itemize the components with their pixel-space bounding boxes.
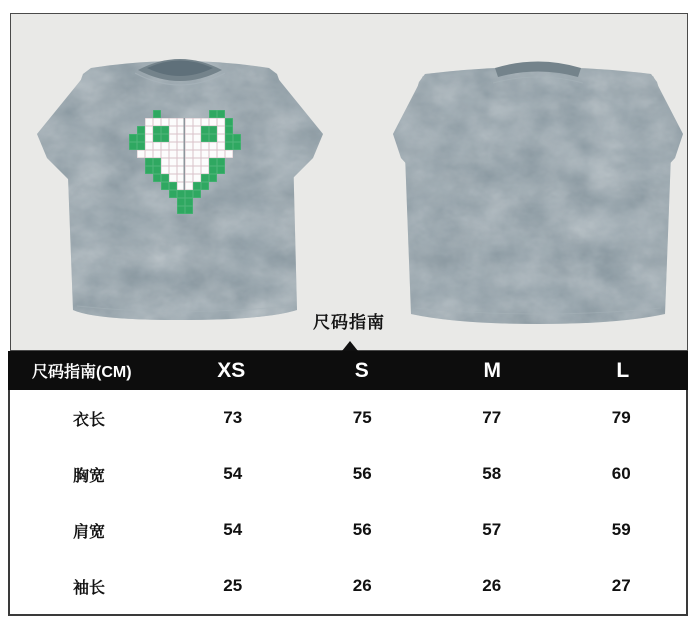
heart-pixel bbox=[137, 150, 145, 158]
heart-pixel bbox=[209, 142, 217, 150]
heart-pixel bbox=[153, 206, 161, 214]
heart-pixel bbox=[169, 174, 177, 182]
heart-pixel bbox=[193, 158, 201, 166]
heart-pixel bbox=[137, 134, 145, 142]
size-table-row bbox=[10, 390, 686, 446]
tshirt-back-graphic bbox=[389, 42, 687, 334]
heart-pixel bbox=[169, 166, 177, 174]
heart-pixel bbox=[129, 174, 137, 182]
heart-pixel bbox=[193, 166, 201, 174]
heart-pixel bbox=[201, 174, 209, 182]
measurement-value: 56 bbox=[352, 520, 372, 539]
heart-pixel bbox=[201, 190, 209, 198]
heart-pixel bbox=[185, 150, 193, 158]
heart-pixel bbox=[225, 142, 233, 150]
heart-pixel bbox=[217, 126, 225, 134]
heart-pixel bbox=[145, 174, 153, 182]
heart-pixel bbox=[193, 182, 201, 190]
heart-pixel bbox=[177, 182, 185, 190]
heart-pixel bbox=[225, 190, 233, 198]
heart-pixel bbox=[137, 110, 145, 118]
heart-pixel bbox=[129, 118, 137, 126]
heart-pixel bbox=[169, 110, 177, 118]
measurement-value: 79 bbox=[611, 408, 631, 427]
heart-pixel bbox=[193, 110, 201, 118]
heart-pixel bbox=[145, 166, 153, 174]
heart-pixel bbox=[209, 134, 217, 142]
heart-pixel bbox=[217, 198, 225, 206]
heart-pixel bbox=[209, 190, 217, 198]
measurement-value: 25 bbox=[223, 576, 243, 595]
heart-pixel bbox=[169, 150, 177, 158]
heart-pixel bbox=[201, 166, 209, 174]
measurement-label: 肩宽 bbox=[72, 523, 105, 541]
heart-pixel bbox=[161, 110, 169, 118]
heart-pixel bbox=[233, 110, 241, 118]
measurement-value: 54 bbox=[223, 520, 243, 539]
heart-pixel bbox=[193, 206, 201, 214]
heart-pixel bbox=[225, 174, 233, 182]
heart-pixel bbox=[177, 206, 185, 214]
heart-pixel bbox=[209, 174, 217, 182]
heart-pixel bbox=[185, 118, 193, 126]
heart-pixel bbox=[177, 110, 185, 118]
heart-pixel bbox=[233, 166, 241, 174]
heart-pixel bbox=[161, 150, 169, 158]
size-guide-callout-label: 尺码指南 bbox=[313, 313, 385, 332]
heart-pixel bbox=[161, 182, 169, 190]
heart-pixel bbox=[129, 150, 137, 158]
heart-pixel bbox=[137, 206, 145, 214]
heart-pixel bbox=[201, 206, 209, 214]
heart-pixel bbox=[169, 198, 177, 206]
heart-pixel bbox=[145, 150, 153, 158]
heart-pixel bbox=[209, 166, 217, 174]
heart-pixel bbox=[209, 110, 217, 118]
heart-pixel bbox=[169, 134, 177, 142]
heart-pixel bbox=[137, 198, 145, 206]
heart-pixel bbox=[233, 206, 241, 214]
heart-pixel bbox=[145, 190, 153, 198]
heart-pixel bbox=[193, 174, 201, 182]
heart-pixel bbox=[145, 134, 153, 142]
heart-pixel bbox=[169, 126, 177, 134]
heart-pixel bbox=[185, 198, 193, 206]
measurement-value: 27 bbox=[611, 576, 631, 595]
heart-pixel bbox=[153, 150, 161, 158]
heart-pixel bbox=[217, 166, 225, 174]
heart-pixel bbox=[233, 158, 241, 166]
heart-pixel bbox=[177, 158, 185, 166]
heart-pixel bbox=[177, 134, 185, 142]
heart-pixel bbox=[153, 126, 161, 134]
heart-pixel bbox=[233, 174, 241, 182]
heart-pixel bbox=[153, 190, 161, 198]
heart-pixel bbox=[193, 190, 201, 198]
heart-pixel bbox=[217, 158, 225, 166]
heart-pixel bbox=[193, 150, 201, 158]
measurement-value: 57 bbox=[482, 520, 502, 539]
heart-pixel bbox=[129, 126, 137, 134]
heart-pixel bbox=[129, 166, 137, 174]
heart-pixel bbox=[137, 118, 145, 126]
heart-pixel bbox=[129, 182, 137, 190]
pixel-heart-logo bbox=[129, 110, 241, 214]
size-table-row bbox=[10, 446, 686, 502]
heart-pixel bbox=[217, 206, 225, 214]
heart-pixel bbox=[145, 110, 153, 118]
heart-pixel bbox=[225, 206, 233, 214]
heart-pixel bbox=[169, 206, 177, 214]
heart-pixel bbox=[129, 198, 137, 206]
heart-pixel bbox=[193, 142, 201, 150]
heart-pixel bbox=[209, 206, 217, 214]
heart-pixel bbox=[201, 182, 209, 190]
heart-pixel bbox=[185, 158, 193, 166]
heart-pixel bbox=[177, 166, 185, 174]
heart-pixel bbox=[217, 134, 225, 142]
heart-pixel bbox=[233, 126, 241, 134]
measurement-value: 26 bbox=[352, 576, 372, 595]
heart-pixel bbox=[209, 198, 217, 206]
size-column-header-m: M bbox=[483, 358, 501, 382]
heart-pixel bbox=[145, 158, 153, 166]
size-table-header-label: 尺码指南(CM) bbox=[32, 364, 132, 381]
heart-pixel bbox=[185, 206, 193, 214]
heart-pixel bbox=[217, 174, 225, 182]
heart-pixel bbox=[225, 158, 233, 166]
heart-pixel bbox=[185, 174, 193, 182]
size-column-header-xs: XS bbox=[217, 358, 246, 382]
heart-pixel bbox=[169, 182, 177, 190]
heart-pixel bbox=[169, 142, 177, 150]
heart-pixel bbox=[153, 110, 161, 118]
size-table-row bbox=[10, 502, 686, 558]
heart-pixel bbox=[225, 182, 233, 190]
heart-pixel bbox=[169, 158, 177, 166]
measurement-value: 73 bbox=[223, 408, 243, 427]
heart-pixel bbox=[217, 150, 225, 158]
measurement-label: 胸宽 bbox=[72, 467, 105, 485]
heart-pixel bbox=[177, 142, 185, 150]
heart-pixel bbox=[129, 142, 137, 150]
heart-pixel bbox=[193, 198, 201, 206]
heart-pixel bbox=[209, 118, 217, 126]
heart-pixel bbox=[225, 126, 233, 134]
measurement-value: 59 bbox=[611, 520, 631, 539]
heart-pixel bbox=[185, 110, 193, 118]
measurement-value: 58 bbox=[482, 464, 502, 483]
heart-pixel bbox=[233, 118, 241, 126]
heart-pixel bbox=[225, 150, 233, 158]
size-table-body bbox=[8, 390, 688, 616]
heart-pixel bbox=[161, 174, 169, 182]
heart-pixel bbox=[145, 142, 153, 150]
tshirt-back-image bbox=[389, 42, 687, 334]
heart-pixel bbox=[129, 134, 137, 142]
heart-pixel bbox=[153, 142, 161, 150]
heart-pixel bbox=[145, 198, 153, 206]
heart-pixel bbox=[217, 182, 225, 190]
heart-pixel bbox=[233, 134, 241, 142]
heart-pixel bbox=[185, 134, 193, 142]
heart-pixel bbox=[169, 190, 177, 198]
heart-pixel bbox=[153, 166, 161, 174]
heart-pixel bbox=[161, 158, 169, 166]
heart-pixel bbox=[233, 150, 241, 158]
heart-pixel bbox=[225, 110, 233, 118]
heart-pixel bbox=[169, 118, 177, 126]
heart-pixel bbox=[185, 182, 193, 190]
heart-pixel bbox=[177, 126, 185, 134]
heart-pixel bbox=[153, 182, 161, 190]
heart-pixel bbox=[233, 198, 241, 206]
heart-pixel bbox=[153, 198, 161, 206]
heart-pixel bbox=[137, 182, 145, 190]
measurement-value: 60 bbox=[611, 464, 631, 483]
heart-pixel bbox=[145, 182, 153, 190]
heart-pixel bbox=[161, 166, 169, 174]
size-column-header-l: L bbox=[616, 358, 630, 382]
heart-pixel bbox=[201, 158, 209, 166]
heart-pixel bbox=[193, 126, 201, 134]
heart-pixel bbox=[161, 206, 169, 214]
heart-pixel bbox=[209, 182, 217, 190]
heart-pixel bbox=[129, 206, 137, 214]
heart-pixel bbox=[177, 118, 185, 126]
product-image-panel bbox=[10, 13, 688, 351]
heart-pixel bbox=[137, 190, 145, 198]
heart-pixel bbox=[137, 158, 145, 166]
size-table-header bbox=[8, 351, 688, 390]
heart-pixel bbox=[137, 174, 145, 182]
heart-pixel bbox=[217, 142, 225, 150]
heart-pixel bbox=[161, 198, 169, 206]
size-column-header-s: S bbox=[354, 358, 369, 382]
callout-arrow-icon bbox=[342, 341, 358, 351]
heart-pixel bbox=[209, 158, 217, 166]
heart-pixel bbox=[225, 198, 233, 206]
heart-pixel bbox=[161, 142, 169, 150]
measurement-value: 56 bbox=[352, 464, 372, 483]
heart-pixel bbox=[161, 190, 169, 198]
measurement-label: 衣长 bbox=[72, 411, 105, 429]
heart-pixel bbox=[137, 166, 145, 174]
heart-pixel bbox=[185, 142, 193, 150]
heart-pixel bbox=[137, 142, 145, 150]
heart-pixel bbox=[177, 150, 185, 158]
heart-pixel bbox=[201, 198, 209, 206]
heart-pixel bbox=[153, 118, 161, 126]
heart-pixel bbox=[233, 182, 241, 190]
heart-pixel bbox=[129, 190, 137, 198]
measurement-value: 26 bbox=[482, 576, 502, 595]
heart-pixel bbox=[201, 150, 209, 158]
heart-pixel bbox=[193, 134, 201, 142]
measurement-value: 75 bbox=[352, 408, 372, 427]
heart-pixel bbox=[153, 174, 161, 182]
heart-pixel bbox=[201, 142, 209, 150]
heart-pixel bbox=[177, 174, 185, 182]
heart-pixel bbox=[217, 190, 225, 198]
heart-pixel bbox=[201, 118, 209, 126]
heart-pixel bbox=[129, 110, 137, 118]
heart-pixel bbox=[193, 118, 201, 126]
heart-pixel bbox=[225, 118, 233, 126]
heart-pixel bbox=[153, 134, 161, 142]
heart-pixel bbox=[201, 134, 209, 142]
heart-pixel bbox=[201, 110, 209, 118]
heart-pixel bbox=[217, 110, 225, 118]
heart-pixel bbox=[217, 118, 225, 126]
heart-pixel bbox=[225, 134, 233, 142]
heart-pixel bbox=[161, 126, 169, 134]
heart-pixel bbox=[161, 134, 169, 142]
heart-pixel bbox=[233, 142, 241, 150]
measurement-value: 77 bbox=[482, 408, 502, 427]
heart-pixel bbox=[233, 190, 241, 198]
measurement-label: 袖长 bbox=[72, 579, 105, 597]
heart-pixel bbox=[129, 158, 137, 166]
heart-pixel bbox=[209, 150, 217, 158]
heart-pixel bbox=[201, 126, 209, 134]
heart-pixel bbox=[185, 190, 193, 198]
heart-pixel bbox=[185, 166, 193, 174]
heart-pixel bbox=[225, 166, 233, 174]
heart-pixel bbox=[145, 126, 153, 134]
heart-pixel bbox=[177, 190, 185, 198]
size-table-row bbox=[10, 558, 686, 614]
heart-pixel bbox=[161, 118, 169, 126]
heart-pixel bbox=[153, 158, 161, 166]
heart-pixel bbox=[177, 198, 185, 206]
heart-pixel bbox=[145, 206, 153, 214]
heart-pixel bbox=[137, 126, 145, 134]
measurement-value: 54 bbox=[223, 464, 243, 483]
heart-pixel bbox=[209, 126, 217, 134]
size-guide-table bbox=[8, 351, 688, 616]
heart-pixel bbox=[145, 118, 153, 126]
heart-pixel bbox=[185, 126, 193, 134]
